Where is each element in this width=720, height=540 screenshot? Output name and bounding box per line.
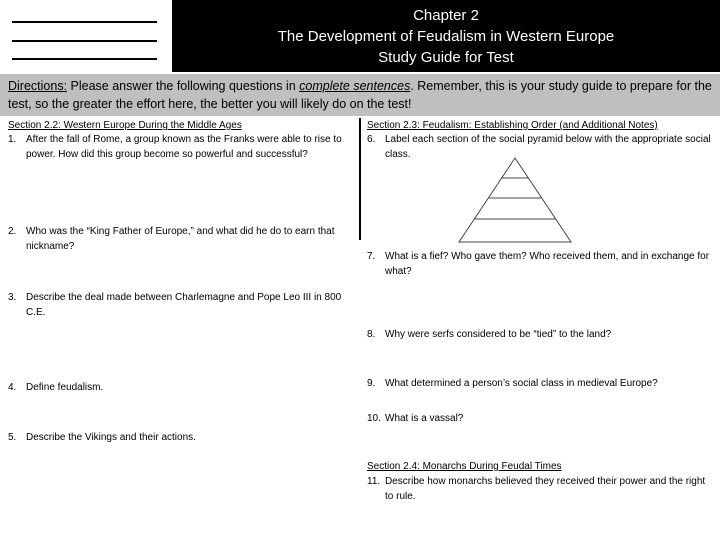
question-text: Describe the deal made between Charlemagne and Pope Leo III in 800 C.E. [26, 292, 342, 318]
date-line[interactable] [12, 40, 157, 42]
question-5[interactable] [8, 431, 353, 446]
question-2[interactable] [8, 225, 353, 254]
question-10[interactable] [367, 412, 712, 427]
question-text: What is a vassal? [385, 413, 464, 424]
chapter-title: Chapter 2 [413, 6, 479, 24]
question-number: 11. [367, 476, 381, 487]
name-lines-box [0, 0, 172, 72]
section-2-2-title: Section 2.2: Western Europe During the Middle Ages [8, 120, 242, 131]
title-banner [172, 0, 720, 72]
question-number: 4. [8, 382, 17, 393]
question-1[interactable] [8, 133, 353, 162]
directions-text-2: . Remember, this is your study guide to prepare for the test, so the greater the effort here, the better you will likely do on the test! [8, 79, 712, 111]
question-number: 8. [367, 329, 376, 340]
question-number: 6. [367, 134, 376, 145]
question-text: Who was the “King Father of Europe,” and what did he do to earn that nickname? [26, 226, 335, 252]
question-text: What determined a person’s social class in medieval Europe? [385, 378, 658, 389]
question-number: 10. [367, 413, 381, 424]
question-text: What is a fief? Who gave them? Who received them, and in exchange for what? [385, 251, 710, 277]
directions-text-1: Please answer the following questions in [67, 79, 300, 93]
question-text: Label each section of the social pyramid below with the appropriate social class. [385, 134, 711, 160]
question-text: Why were serfs considered to be “tied” to the land? [385, 329, 612, 340]
question-8[interactable] [367, 328, 712, 343]
section-2-4-title: Section 2.4: Monarchs During Feudal Times [367, 461, 562, 472]
directions-emphasis: complete sentences [299, 79, 411, 93]
question-number: 2. [8, 226, 17, 237]
question-number: 1. [8, 134, 17, 145]
question-number: 9. [367, 378, 376, 389]
question-number: 5. [8, 432, 17, 443]
question-text: Describe the Vikings and their actions. [26, 432, 196, 443]
question-7[interactable] [367, 250, 712, 279]
question-text: Define feudalism. [26, 382, 104, 393]
directions-box [0, 74, 720, 116]
question-number: 7. [367, 251, 376, 262]
name-line[interactable] [12, 21, 157, 23]
column-divider [359, 118, 361, 240]
social-pyramid-diagram [455, 155, 575, 245]
period-line[interactable] [12, 58, 157, 60]
question-9[interactable] [367, 377, 712, 392]
document-title: The Development of Feudalism in Western Europe [277, 27, 615, 45]
document-subtitle: Study Guide for Test [378, 48, 514, 66]
question-number: 3. [8, 292, 17, 303]
section-2-3-title: Section 2.3: Feudalism: Establishing Order (and Additional Notes) [367, 120, 658, 131]
question-4[interactable] [8, 381, 353, 396]
question-3[interactable] [8, 291, 353, 320]
question-text: After the fall of Rome, a group known as the Franks were able to rise to power. How did this group become so powerful and successful? [26, 134, 342, 160]
question-11[interactable] [367, 475, 712, 504]
question-text: Describe how monarchs believed they received their power and the right to rule. [385, 476, 706, 502]
directions-label: Directions: [8, 79, 68, 93]
